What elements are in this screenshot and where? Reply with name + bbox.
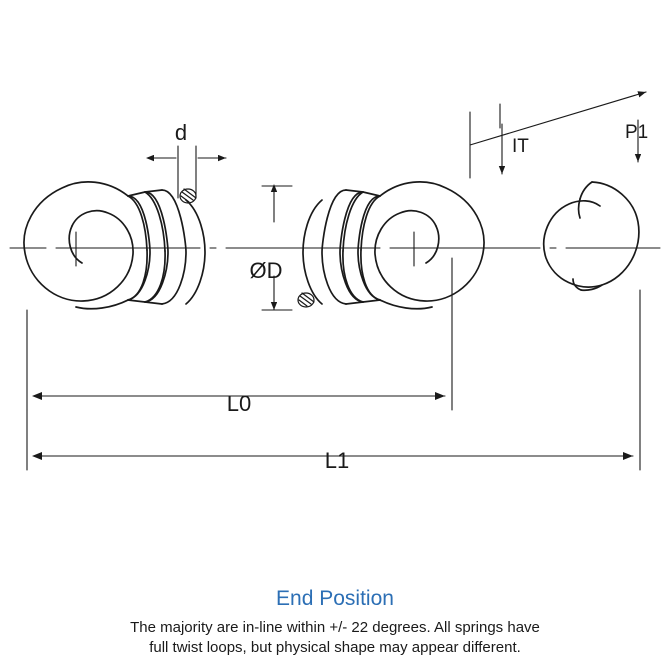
dimension-free-length <box>27 258 452 410</box>
wire-section-right <box>298 293 314 307</box>
label-loop-position: P1 <box>625 122 649 143</box>
label-extended-length: L1 <box>324 448 350 473</box>
spring-loop-icon-left <box>24 182 133 309</box>
label-wire-diameter: d <box>174 120 188 145</box>
extension-spring-icon-left <box>128 189 205 304</box>
spring-loop-icon-detached <box>544 182 639 290</box>
caption-heading: End Position <box>276 587 394 610</box>
caption-line-2: full twist loops, but physical shape may appear different. <box>149 639 521 656</box>
dimension-extended-length <box>27 290 640 470</box>
dimension-loop-position <box>470 92 649 162</box>
spring-loop-icon-right <box>375 182 484 309</box>
label-initial-tension: IT <box>512 136 529 157</box>
label-outer-diameter: ØD <box>249 258 283 283</box>
label-free-length: L0 <box>226 391 252 416</box>
dimension-initial-tension <box>470 104 502 178</box>
loop-axis-ticks-left <box>58 232 96 266</box>
caption-line-1: The majority are in-line within +/- 22 degrees. All springs have <box>130 619 540 636</box>
